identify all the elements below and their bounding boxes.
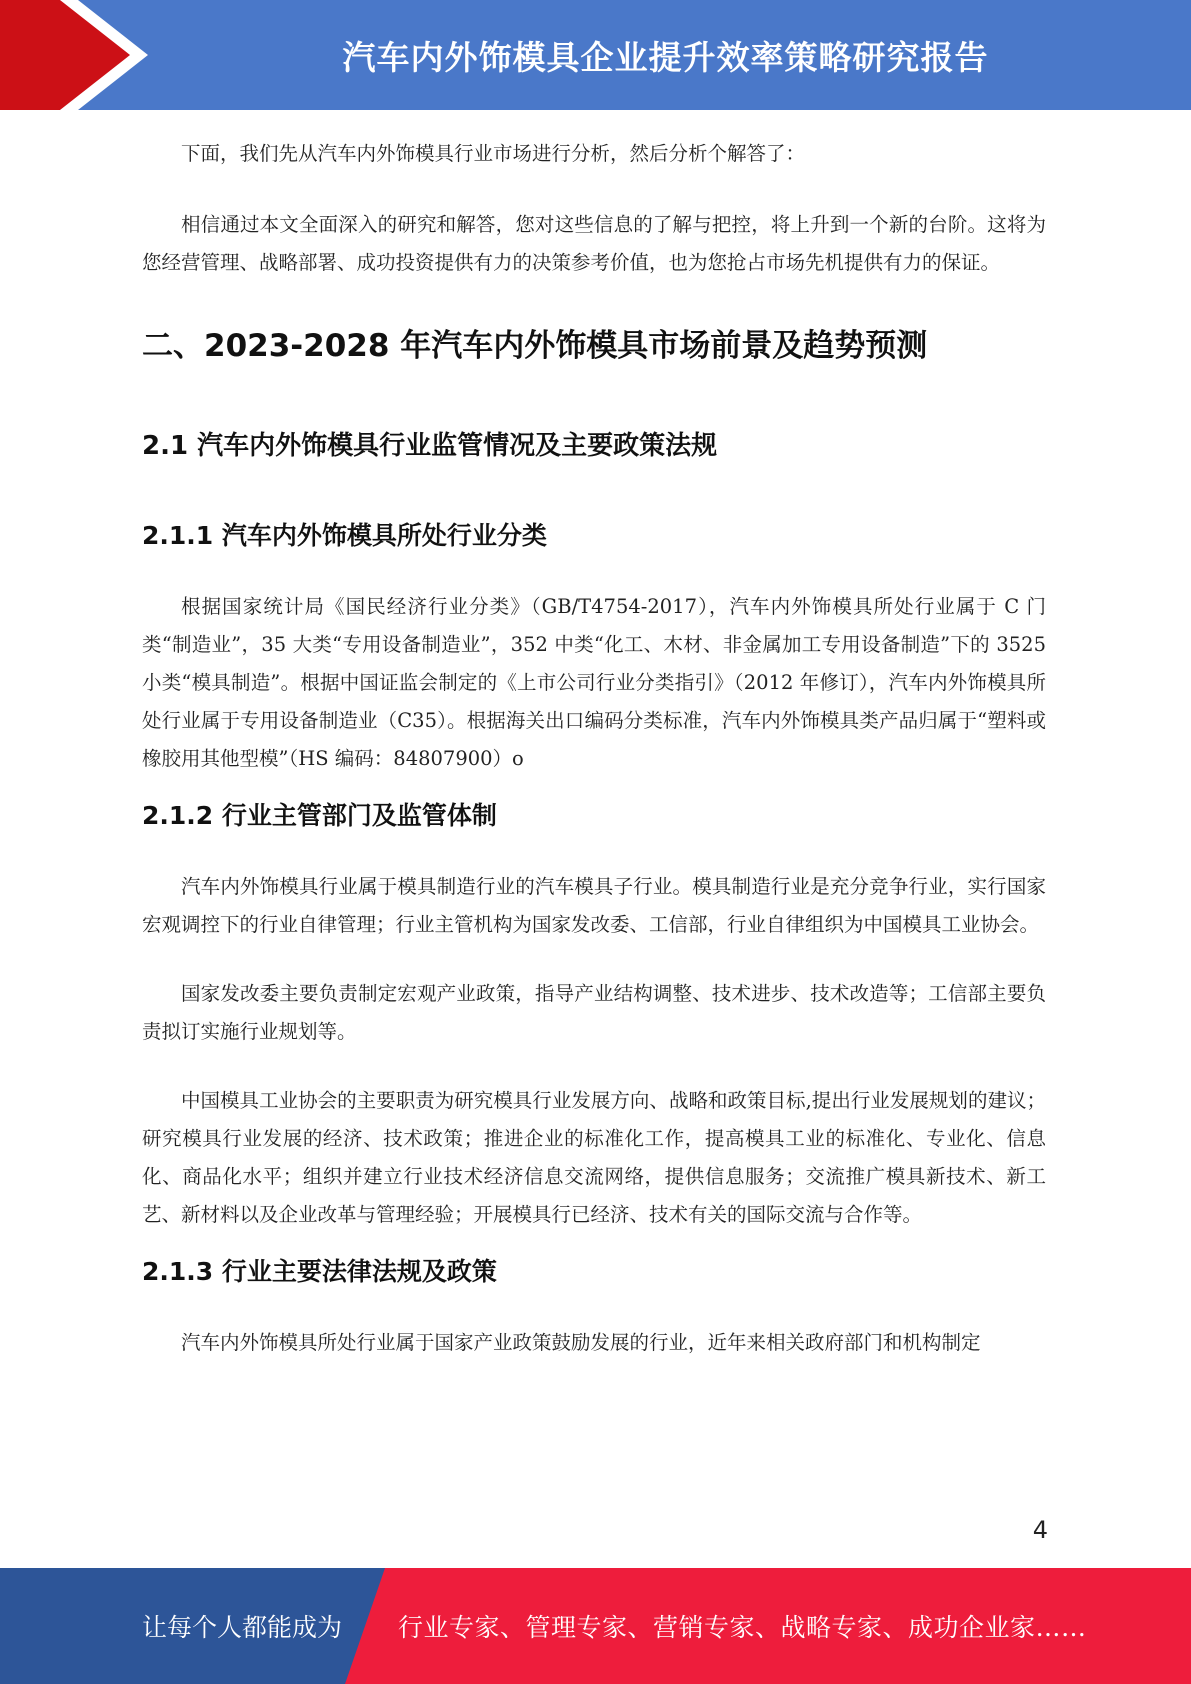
footer-slogan-left: 让每个人都能成为: [142, 1613, 343, 1642]
report-footer: [0, 1568, 1191, 1684]
section-2-1-1-heading: 2.1.1 汽车内外饰模具所处行业分类: [142, 521, 547, 550]
section-2-heading: 二、2023-2028 年汽车内外饰模具市场前景及趋势预测: [142, 328, 928, 364]
section-2-1-2-paragraph-2: 国家发改委主要负责制定宏观产业政策，指导产业结构调整、技术进步、技术改造等；工信部主要负责拟订实施行业规划等。: [142, 982, 1046, 1043]
page-content: [142, 135, 1046, 1362]
intro-paragraph-2: 相信通过本文全面深入的研究和解答，您对这些信息的了解与把控，将上升到一个新的台阶。这将为您经营管理、战略部署、成功投资提供有力的决策参考价值，也为您抢占市场先机提供有力的保证。: [142, 213, 1046, 274]
section-2-1-3-heading: 2.1.3 行业主要法律法规及政策: [142, 1257, 497, 1286]
section-2-1-2-heading: 2.1.2 行业主管部门及监管体制: [142, 801, 497, 830]
red-chevron-decoration: [0, 0, 160, 110]
section-2-1-heading: 2.1 汽车内外饰模具行业监管情况及主要政策法规: [142, 431, 718, 461]
report-header: [0, 0, 1191, 110]
section-2-1-3-paragraph: 汽车内外饰模具所处行业属于国家产业政策鼓励发展的行业，近年来相关政府部门和机构制定: [181, 1331, 981, 1354]
section-2-1-2-paragraph-3: 中国模具工业协会的主要职责为研究模具行业发展方向、战略和政策目标,提出行业发展规划的建议；研究模具行业发展的经济、技术政策；推进企业的标准化工作，提高模具工业的标准化、专业化、信息化、商品化水平；组织并建立行业技术经济信息交流网络，提供信息服务；交流推广模具新技术、新工艺、新材料以及企业改革与管理经验；开展模具行已经济、技术有关的国际交流与合作等。: [142, 1089, 1046, 1226]
section-2-1-2-paragraph-1: 汽车内外饰模具行业属于模具制造行业的汽车模具子行业。模具制造行业是充分竞争行业，实行国家宏观调控下的行业自律管理；行业主管机构为国家发改委、工信部，行业自律组织为中国模具工业协会。: [142, 875, 1046, 936]
page-number: 4: [1032, 1516, 1048, 1544]
report-title: 汽车内外饰模具企业提升效率策略研究报告: [342, 37, 989, 77]
footer-slogan-right: 行业专家、管理专家、营销专家、战略专家、成功企业家……: [398, 1613, 1087, 1642]
intro-paragraph-1: 下面，我们先从汽车内外饰模具行业市场进行分析，然后分析个解答了：: [181, 142, 806, 165]
section-2-1-1-paragraph: 根据国家统计局《国民经济行业分类》（GB/T4754-2017），汽车内外饰模具所处行业属于 C 门类“制造业”，35 大类“专用设备制造业”，352 中类“化工、木材、非金属加工专用设备制造”下的 3525 小类“模具制造”。根据中国证监会制定的《上市公司行业分类指引》（2012 年修订），汽车内外饰模具所处行业属于专用设备制造业（C35）。根据海关出口编码分类标准，汽车内外饰模具类产品归属于“塑料或橡胶用其他型模”（HS 编码：84807900）o: [142, 595, 1046, 770]
